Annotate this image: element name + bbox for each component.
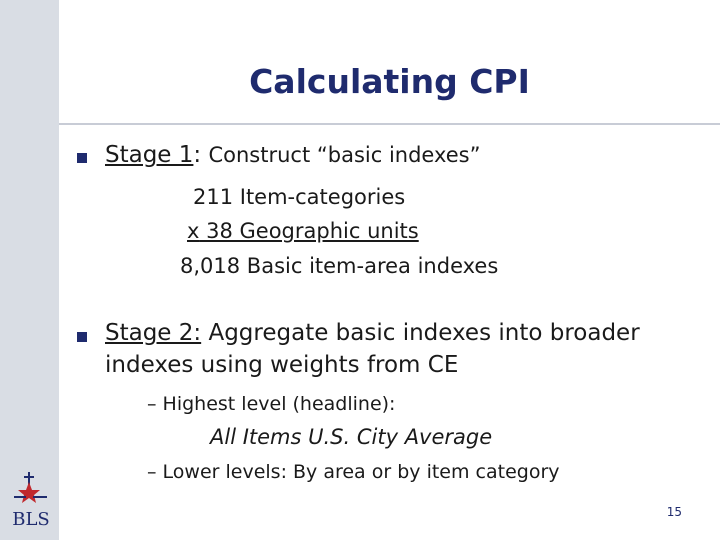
geographic-units-text: 38 Geographic units xyxy=(199,219,419,243)
bls-logo xyxy=(4,470,58,530)
multiply-sign: x xyxy=(187,219,200,243)
bullet-square-icon xyxy=(77,153,87,163)
stage1-text: Construct “basic indexes” xyxy=(208,143,481,167)
stage1-line-item-categories: 211 Item-categories xyxy=(193,185,406,209)
stage2-sub-highest: – Highest level (headline): xyxy=(147,393,396,415)
stage2-sub-lower: – Lower levels: By area or by item category xyxy=(147,461,560,483)
stage1-heading xyxy=(105,142,480,168)
slide-title: Calculating CPI xyxy=(249,62,530,101)
title-divider xyxy=(59,123,720,125)
stage2-all-items: All Items U.S. City Average xyxy=(210,425,493,449)
stage1-line-basic-indexes: 8,018 Basic item-area indexes xyxy=(180,254,499,278)
stage2-text-line2: indexes using weights from CE xyxy=(105,352,459,378)
stage2-label: Stage 2: xyxy=(105,320,202,346)
stage2-text-line1: Aggregate basic indexes into broader xyxy=(208,320,640,346)
bullet-square-icon xyxy=(77,332,87,342)
stage1-line-geographic-units xyxy=(187,219,419,243)
stage2-heading xyxy=(105,320,640,346)
stage1-label: Stage 1 xyxy=(105,142,194,168)
bls-logo-text: BLS xyxy=(12,509,50,530)
stage1-colon: : xyxy=(193,142,202,168)
left-sidebar-band xyxy=(0,0,59,540)
page-number: 15 xyxy=(666,505,682,519)
